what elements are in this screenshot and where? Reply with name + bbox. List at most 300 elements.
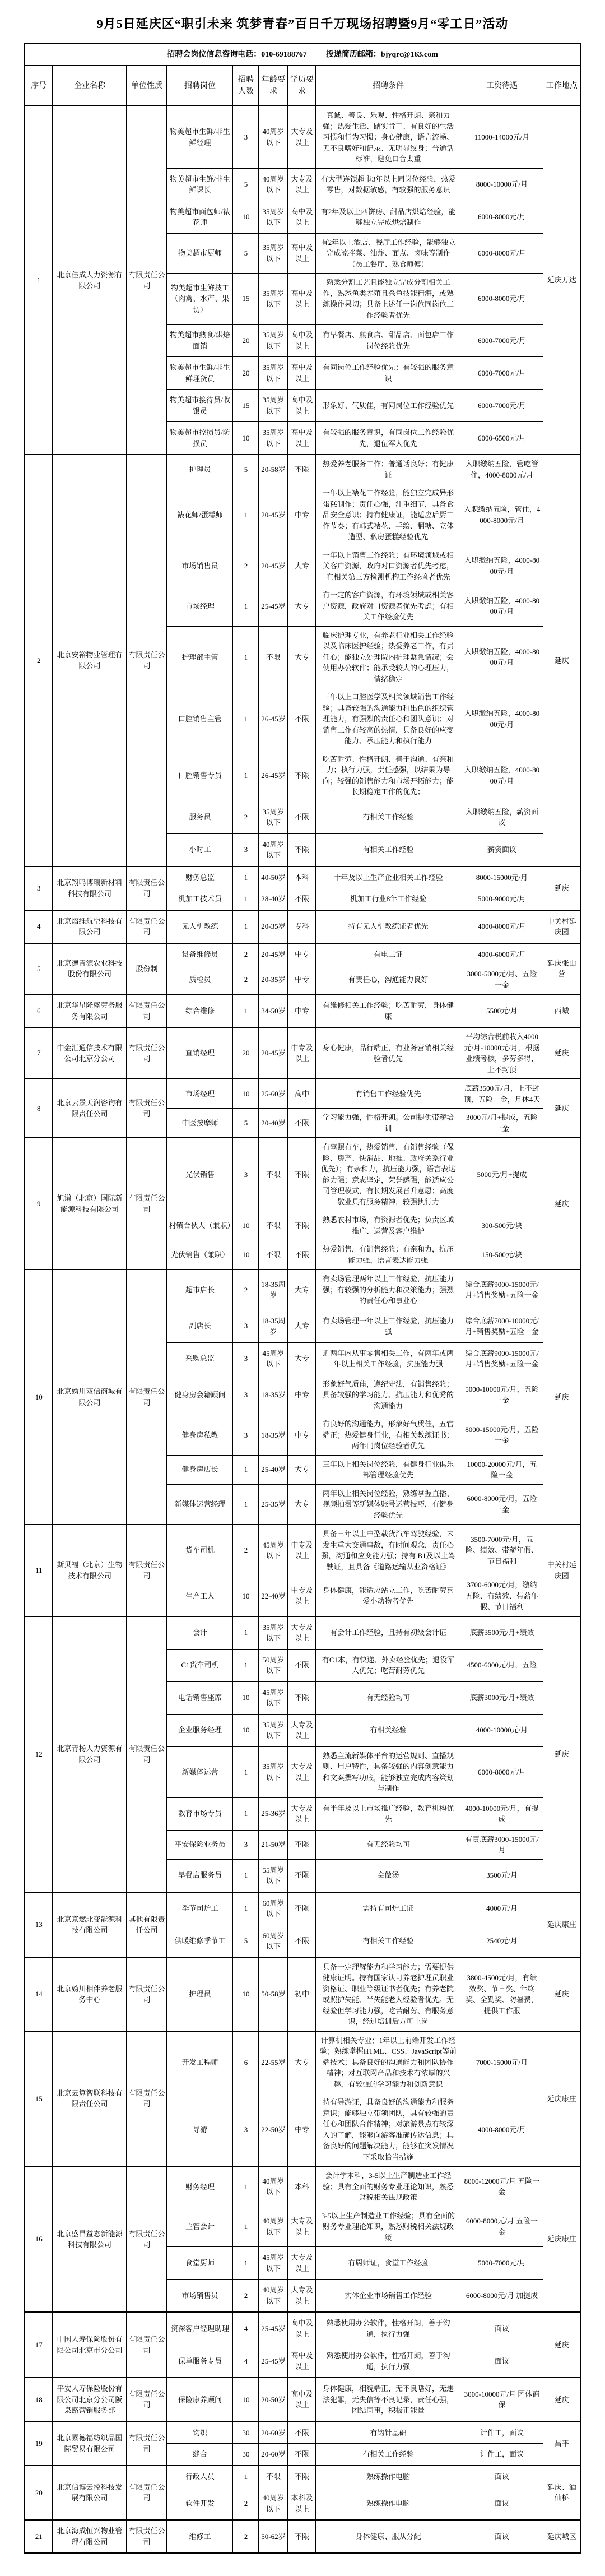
cell-education-requirement: 高中 <box>288 1079 316 1109</box>
cell-headcount: 2 <box>233 1525 259 1576</box>
cell-headcount: 1 <box>233 1484 259 1525</box>
cell-position-title: 市场销售员 <box>167 2280 233 2313</box>
cell-education-requirement: 大专 <box>288 2031 316 2093</box>
cell-company-name: 北京佳成人力资源有限公司 <box>53 106 127 455</box>
cell-company-type: 有限责任公司 <box>127 2466 167 2521</box>
table-row <box>25 1079 580 1109</box>
cell-salary: 6000-8000元/月，五险一金 <box>460 1484 543 1525</box>
cell-education-requirement: 不限 <box>288 2466 316 2487</box>
cell-age-requirement: 25-60岁 <box>259 1079 288 1109</box>
cell-education-requirement: 不限 <box>288 1240 316 1270</box>
cell-requirements: 三年以上相关岗位经验，有健身行业俱乐部管理经验优先 <box>316 1455 460 1484</box>
cell-headcount: 1 <box>233 1616 259 1650</box>
cell-headcount: 1 <box>233 484 259 546</box>
cell-education-requirement: 中专 <box>288 2093 316 2167</box>
cell-requirements: 有2年以上酒店、餐厅工作经验，能够独立完成凉拌菜、油炸、面点、卤味等制作（员工餐厅、熟食师傅） <box>316 233 460 274</box>
cell-education-requirement: 高中及以上 <box>288 201 316 233</box>
cell-age-requirement: 不限 <box>259 2466 288 2487</box>
cell-headcount: 20 <box>233 325 259 357</box>
cell-salary: 入职缴纳五险，4000-8000元/月 <box>460 626 543 688</box>
cell-requirements: 有同岗位工作经验优先；有较强的服务意识 <box>316 357 460 390</box>
cell-position-title: 健身房店长 <box>167 1455 233 1484</box>
cell-education-requirement: 不限 <box>288 1138 316 1211</box>
cell-position-title: 物美超市熟食/烘焙面销 <box>167 325 233 357</box>
cell-age-requirement: 26-45岁 <box>259 688 288 750</box>
cell-salary: 底薪3500元/月+绩效 <box>460 1616 543 1650</box>
cell-company-index: 11 <box>25 1525 53 1616</box>
cell-headcount: 2 <box>233 943 259 965</box>
cell-salary: 10000-20000元/月，五险一金 <box>460 1455 543 1484</box>
cell-education-requirement: 本科 <box>288 2166 316 2207</box>
cell-education-requirement: 大专 <box>288 1484 316 1525</box>
cell-headcount: 1 <box>233 867 259 888</box>
cell-headcount: 1 <box>233 2466 259 2487</box>
cell-education-requirement: 大专 <box>288 586 316 627</box>
cell-headcount: 1 <box>233 586 259 627</box>
cell-headcount: 2 <box>233 801 259 833</box>
cell-education-requirement: 本科 <box>288 867 316 888</box>
cell-salary: 150-500元/块 <box>460 1240 543 1270</box>
cell-requirements: 真诚、善良、乐观、性格开朗、亲和力强；热爱生活、踏实肯干、有良好的生活习惯和行为习惯；身心健康，语言流畅、无不良嗜好和记录、无明显纹身；普通话标准，避免口音太重 <box>316 106 460 168</box>
cell-company-index: 21 <box>25 2520 53 2553</box>
cell-location: 延庆万达 <box>543 106 580 455</box>
cell-education-requirement: 大专及以上 <box>288 2207 316 2247</box>
cell-company-index: 20 <box>25 2466 53 2521</box>
cell-company-name: 北京盛昌益态新能源科技有限公司 <box>53 2166 127 2312</box>
cell-company-type: 有限责任公司 <box>127 994 167 1027</box>
cell-salary: 6000-7000元/月 <box>460 325 543 357</box>
cell-requirements: 熟悉使用办公软件，性格开朗，善于沟通，执行力强 <box>316 2345 460 2378</box>
cell-position-title: 市场销售员 <box>167 546 233 586</box>
cell-company-type: 有限责任公司 <box>127 1027 167 1079</box>
cell-position-title: 健身房会籍顾问 <box>167 1375 233 1415</box>
cell-salary: 有责底薪3000-15000元/月 <box>460 1830 543 1859</box>
table-header-row <box>25 66 580 106</box>
cell-requirements: 有早餐店、熟食店、甜品店、面包店工作岗位经验优先 <box>316 325 460 357</box>
cell-company-type: 有限责任公司 <box>127 910 167 943</box>
cell-education-requirement: 不限 <box>288 750 316 801</box>
cell-headcount: 4 <box>233 2312 259 2345</box>
cell-position-title: 直销经理 <box>167 1027 233 1079</box>
cell-company-index: 19 <box>25 2422 53 2466</box>
cell-age-requirement: 35周岁以下 <box>259 233 288 274</box>
cell-age-requirement: 20-58岁 <box>259 455 288 484</box>
cell-salary: 入职缴纳五险，4000-8000元/月 <box>460 750 543 801</box>
cell-education-requirement: 高中及以上 <box>288 422 316 455</box>
cell-requirements: 有大型连锁超市3年以上同岗位经验，热爱零售，对数据敏感，有较强的服务意识 <box>316 168 460 201</box>
cell-salary: 4000-8000元/月 <box>460 2093 543 2167</box>
cell-position-title: 光伏销售 <box>167 1138 233 1211</box>
cell-salary: 6000-8000元/月 <box>460 274 543 325</box>
cell-company-name: 北京安裕物业管理有限公司 <box>53 455 127 867</box>
cell-company-name: 北京翔鸣博瑞新材料科技有限公司 <box>53 867 127 910</box>
table-row <box>25 1958 580 2031</box>
cell-salary: 6000-7000元/月 <box>460 390 543 422</box>
cell-salary: 3700-6000元/月，缴纳五险、有绩效、带薪年假、节日福利 <box>460 1576 543 1616</box>
cell-education-requirement: 中专及以上 <box>288 1576 316 1616</box>
contact-info-cell <box>25 44 580 66</box>
cell-requirements: 有卖场管理一年以上工作经验，抗压能力强 <box>316 1310 460 1342</box>
cell-company-index: 9 <box>25 1138 53 1270</box>
cell-company-type: 有限责任公司 <box>127 2031 167 2167</box>
cell-headcount: 1 <box>233 750 259 801</box>
cell-position-title: 口腔销售专员 <box>167 750 233 801</box>
cell-age-requirement: 45周岁以下 <box>259 2247 288 2280</box>
cell-requirements: 机加工行业8年工作经验 <box>316 888 460 910</box>
cell-headcount: 5 <box>233 168 259 201</box>
cell-headcount: 10 <box>233 422 259 455</box>
cell-requirements: 有相关经验 <box>316 1714 460 1746</box>
cell-company-index: 8 <box>25 1079 53 1138</box>
cell-location: 延庆城区 <box>543 2520 580 2553</box>
cell-position-title: 口腔销售主管 <box>167 688 233 750</box>
cell-headcount: 5 <box>233 1109 259 1138</box>
cell-company-type: 有限责任公司 <box>127 1616 167 1892</box>
cell-company-type: 股份制 <box>127 943 167 995</box>
cell-position-title: 裱花师/蛋糕师 <box>167 484 233 546</box>
cell-age-requirement: 40周岁以下 <box>259 833 288 867</box>
cell-location: 延庆 <box>543 1616 580 1892</box>
cell-education-requirement: 大专 <box>288 1310 316 1342</box>
cell-age-requirement: 不限 <box>259 1211 288 1240</box>
cell-headcount: 10 <box>233 1211 259 1240</box>
cell-headcount: 10 <box>233 1958 259 2031</box>
cell-age-requirement: 25-45岁 <box>259 586 288 627</box>
cell-age-requirement: 20-40岁 <box>259 1109 288 1138</box>
cell-salary: 4500-6000元/月，五险 <box>460 1649 543 1681</box>
cell-education-requirement: 高中及以上 <box>288 233 316 274</box>
cell-education-requirement: 不限 <box>288 801 316 833</box>
cell-position-title: 光伏销售（兼职） <box>167 1240 233 1270</box>
cell-age-requirement: 20-45岁 <box>259 1027 288 1079</box>
cell-salary: 入职缴纳五险，4000-8000元/月 <box>460 546 543 586</box>
cell-company-type: 有限责任公司 <box>127 867 167 910</box>
column-header: 企业名称 <box>53 66 127 106</box>
cell-education-requirement: 不限 <box>288 455 316 484</box>
cell-headcount: 1 <box>233 2207 259 2247</box>
cell-education-requirement: 高中及以上 <box>288 390 316 422</box>
table-row <box>25 910 580 943</box>
cell-education-requirement: 大专及以上 <box>288 1746 316 1797</box>
cell-requirements: 有卖场管理两年以上工作经验，抗压能力强；有较强的分析能力和决策能力；强烈的责任心和事业心 <box>316 1270 460 1310</box>
cell-position-title: 超市店长 <box>167 1270 233 1310</box>
cell-position-title: 市场经理 <box>167 1079 233 1109</box>
cell-education-requirement: 初中 <box>288 1958 316 2031</box>
cell-headcount: 10 <box>233 1714 259 1746</box>
cell-age-requirement: 20-35岁 <box>259 965 288 995</box>
cell-requirements: 有相关工作经验 <box>316 833 460 867</box>
table-row <box>25 2378 580 2422</box>
cell-age-requirement: 45周岁以下 <box>259 1342 288 1375</box>
cell-headcount: 2 <box>233 1270 259 1310</box>
cell-company-type: 有限责任公司 <box>127 2166 167 2312</box>
cell-location: 延庆康庄 <box>543 2166 580 2312</box>
cell-salary: 3000元/月+提成，五险一金 <box>460 1109 543 1138</box>
cell-company-type: 有限责任公司 <box>127 2378 167 2422</box>
cell-salary: 7000-15000元/月 <box>460 2031 543 2093</box>
cell-requirements: 十年及以上生产企业相关工作经验 <box>316 867 460 888</box>
cell-company-name: 北京海成恒兴物业管理有限公司 <box>53 2520 127 2553</box>
cell-age-requirement: 35周岁以下 <box>259 1746 288 1797</box>
cell-requirements: 有较强的服务意识，有同岗位工作经验优先，退伍军人优先 <box>316 422 460 455</box>
cell-company-index: 7 <box>25 1027 53 1079</box>
column-header: 工资待遇 <box>460 66 543 106</box>
table-row <box>25 867 580 888</box>
cell-age-requirement: 22-40岁 <box>259 1576 288 1616</box>
cell-requirements: 有责任心，沟通能力良好 <box>316 965 460 995</box>
cell-age-requirement: 50-58岁 <box>259 1958 288 2031</box>
cell-age-requirement: 22-55岁 <box>259 2031 288 2093</box>
cell-company-name: 旭谱（北京）国际新能源科技有限公司 <box>53 1138 127 1270</box>
cell-age-requirement: 55周岁以下 <box>259 1859 288 1892</box>
cell-company-type: 有限责任公司 <box>127 1079 167 1138</box>
cell-headcount: 3 <box>233 106 259 168</box>
cell-headcount: 3 <box>233 2093 259 2167</box>
cell-headcount: 1 <box>233 910 259 943</box>
cell-requirements: 有维修相关工作经验；吃苦耐劳，身体健康 <box>316 994 460 1027</box>
cell-headcount: 10 <box>233 1576 259 1616</box>
cell-age-requirement: 18-35周岁 <box>259 1270 288 1310</box>
cell-education-requirement: 中专 <box>288 1415 316 1456</box>
cell-headcount: 1 <box>233 1892 259 1925</box>
cell-requirements: 近两年内从事零售相关工作，有两年或两年以上相关工作经验，抗压能力强 <box>316 1342 460 1375</box>
cell-salary: 5500元/月 <box>460 994 543 1027</box>
cell-company-name: 北京青杨人力资源有限公司 <box>53 1616 127 1892</box>
cell-headcount: 2 <box>233 2487 259 2521</box>
cell-company-type: 有限责任公司 <box>127 2422 167 2466</box>
cell-headcount: 1 <box>233 688 259 750</box>
cell-location: 西城 <box>543 994 580 1027</box>
cell-salary: 300-500元/块 <box>460 1211 543 1240</box>
cell-position-title: 中医按摩师 <box>167 1109 233 1138</box>
cell-position-title: 季节司炉工 <box>167 1892 233 1925</box>
cell-position-title: 物美超市生鲜/非生鲜课长 <box>167 168 233 201</box>
cell-age-requirement: 20-60岁 <box>259 2444 288 2466</box>
cell-age-requirement: 45周岁以下 <box>259 1525 288 1576</box>
cell-education-requirement: 不限 <box>288 1681 316 1714</box>
cell-education-requirement: 高中及以上 <box>288 325 316 357</box>
cell-age-requirement: 不限 <box>259 1240 288 1270</box>
cell-salary: 面议 <box>460 2520 543 2553</box>
cell-requirements: 需持有司炉工证 <box>316 1892 460 1925</box>
table-row <box>25 1027 580 1079</box>
table-row <box>25 1138 580 1211</box>
cell-education-requirement: 大专及以上 <box>288 168 316 201</box>
cell-education-requirement: 不限 <box>288 888 316 910</box>
cell-age-requirement: 25-36岁 <box>259 1797 288 1830</box>
cell-position-title: 平安保险业务员 <box>167 1830 233 1859</box>
cell-education-requirement: 高中及以上 <box>288 357 316 390</box>
cell-headcount: 10 <box>233 1079 259 1109</box>
cell-requirements: 有相关工作经验 <box>316 1925 460 1958</box>
cell-location: 昌平 <box>543 2422 580 2466</box>
cell-education-requirement: 大专及以上 <box>288 2247 316 2280</box>
cell-requirements: 有厨师证，食堂工作经验 <box>316 2247 460 2280</box>
cell-company-index: 17 <box>25 2312 53 2378</box>
cell-age-requirement: 40周岁以下 <box>259 2280 288 2313</box>
cell-age-requirement: 35周岁以下 <box>259 422 288 455</box>
cell-position-title: 无人机教练 <box>167 910 233 943</box>
cell-company-index: 15 <box>25 2031 53 2167</box>
table-row <box>25 2422 580 2444</box>
column-header: 年龄要求 <box>259 66 288 106</box>
cell-company-type: 其他有限责任公司 <box>127 1892 167 1958</box>
cell-position-title: 行政人员 <box>167 2466 233 2487</box>
cell-position-title: 村镇合伙人（兼职） <box>167 1211 233 1240</box>
cell-location: 延庆张山营 <box>543 943 580 995</box>
cell-age-requirement: 20-50岁 <box>259 2378 288 2422</box>
cell-age-requirement: 35周岁以下 <box>259 274 288 325</box>
cell-headcount: 1 <box>233 1746 259 1797</box>
cell-headcount: 15 <box>233 390 259 422</box>
cell-location: 延庆 <box>543 2312 580 2378</box>
cell-age-requirement: 60周岁以下 <box>259 1925 288 1958</box>
cell-requirements: 身体健康，相貌端正，无不良嗜好，无违法犯罪，无失信等不良记录，责任心强，团结同事，积极正能量 <box>316 2378 460 2422</box>
cell-education-requirement: 中专及以上 <box>288 1525 316 1576</box>
cell-company-type: 有限责任公司 <box>127 1270 167 1525</box>
cell-requirements: 有相关工作经验 <box>316 2444 460 2466</box>
cell-requirements: 身体健康，能适应站立工作，吃苦耐劳喜爱小动物者优先 <box>316 1576 460 1616</box>
cell-education-requirement: 不限 <box>288 1649 316 1681</box>
cell-requirements: 有2年及以上西饼房、甜品店烘焙经验，能够独立完成烘焙制作 <box>316 201 460 233</box>
table-row <box>25 2031 580 2093</box>
cell-headcount: 3 <box>233 1830 259 1859</box>
cell-age-requirement: 35周岁以下 <box>259 1714 288 1746</box>
cell-headcount: 30 <box>233 2444 259 2466</box>
cell-requirements: 熟练操作电脑 <box>316 2487 460 2521</box>
cell-headcount: 10 <box>233 1240 259 1270</box>
cell-salary: 平均综合税前收入4000元/月-10000元/月，根据业绩考核，多劳多得，上不封顶 <box>460 1027 543 1079</box>
cell-headcount: 1 <box>233 994 259 1027</box>
cell-requirements: 持有无人机教练证者优先 <box>316 910 460 943</box>
cell-company-type: 有限责任公司 <box>127 1138 167 1270</box>
cell-company-name: 北京德青源农业科技股份有限公司 <box>53 943 127 995</box>
cell-education-requirement: 大专及以上 <box>288 2280 316 2313</box>
cell-requirements: 有销售工作经验优先 <box>316 1079 460 1109</box>
cell-headcount: 1 <box>233 2166 259 2207</box>
cell-position-title: 护理员 <box>167 1958 233 2031</box>
cell-position-title: 设备维修员 <box>167 943 233 965</box>
column-header: 序号 <box>25 66 53 106</box>
cell-location: 延庆康庄 <box>543 1892 580 1958</box>
column-header: 单位性质 <box>127 66 167 106</box>
cell-company-name: 中金汇通信技术有限公司北京分公司 <box>53 1027 127 1079</box>
cell-location: 延庆 <box>543 1270 580 1525</box>
cell-salary: 5000-7000元/月 <box>460 2247 543 2280</box>
cell-requirements: 有会计工作经验，且持有初级会计证 <box>316 1616 460 1650</box>
cell-salary: 4000-10000元/月 <box>460 1714 543 1746</box>
cell-age-requirement: 35周岁以下 <box>259 1616 288 1650</box>
cell-salary: 5000-9000元/月 <box>460 888 543 910</box>
cell-age-requirement: 35周岁以下 <box>259 801 288 833</box>
table-row <box>25 106 580 168</box>
cell-position-title: 新媒体运营 <box>167 1746 233 1797</box>
cell-position-title: 质检员 <box>167 965 233 995</box>
cell-location: 延庆 <box>543 867 580 910</box>
cell-requirements: 具备一定理解能力和学习能力；需要提供健康证明。持有国家认可养老护理员职业资格证、职业等级证书者优先；有养老院或照护失能、半失能老人经验者优先。无经验但学习能力强，吃苦耐劳、有服务意识，经过培训后方可上岗 <box>316 1958 460 2031</box>
cell-headcount: 15 <box>233 274 259 325</box>
cell-salary: 6000-8000元/月 <box>460 201 543 233</box>
cell-headcount: 2 <box>233 2520 259 2553</box>
table-row <box>25 455 580 484</box>
cell-requirements: 有良好的沟通能力，形象好气质佳，五官端正；热爱健身行业，有相关教练证书；两年同岗位经验者优先 <box>316 1415 460 1456</box>
cell-requirements: 一年以上销售工作经验；有环境领域或相关客户资源，政府对口资源者优先考虑，在相关第三方检测机构工作经验者优先 <box>316 546 460 586</box>
cell-company-index: 16 <box>25 2166 53 2312</box>
cell-requirements: 吃苦耐劳、性格开朗、善于沟通、有亲和力；执行力强，责任感强，以结果为导向；较强的销售能力和市场开拓能力；能长期稳定工作的优先； <box>316 750 460 801</box>
cell-company-type: 有限责任公司 <box>127 455 167 867</box>
cell-headcount: 1 <box>233 1859 259 1892</box>
cell-position-title: 物美超市生鲜/非生鲜理货员 <box>167 357 233 390</box>
cell-salary: 入职缴纳五险，管住，4000-8000元/月 <box>460 484 543 546</box>
cell-salary: 8000-15000元/月，五险一金 <box>460 1415 543 1456</box>
cell-company-index: 10 <box>25 1270 53 1525</box>
cell-position-title: 生产工人 <box>167 1576 233 1616</box>
cell-salary: 计件工，面议 <box>460 2444 543 2466</box>
cell-education-requirement: 不限 <box>288 688 316 750</box>
cell-age-requirement: 20-45岁 <box>259 943 288 965</box>
cell-position-title: 保险康养顾问 <box>167 2378 233 2422</box>
cell-age-requirement: 25-40岁 <box>259 1455 288 1484</box>
cell-location: 延庆 <box>543 455 580 867</box>
cell-location: 中关村延庆园 <box>543 1525 580 1616</box>
cell-education-requirement: 高中及以上 <box>288 274 316 325</box>
cell-position-title: 新媒体运营经理 <box>167 1484 233 1525</box>
cell-age-requirement: 不限 <box>259 626 288 688</box>
cell-education-requirement: 中专 <box>288 965 316 995</box>
cell-requirements: 持有导游证，具备良好的沟通能力和服务意识；能够独立带领团队，具有较强的责任心和团队合作精神；对旅游景点有较深入的了解，能够向游客准确传达信息；具备良好的问题解决能力，能够在突发情况下采取恰当措施 <box>316 2093 460 2167</box>
cell-requirements: 身心健康，品行端正，有业务营销相关经验者优先 <box>316 1027 460 1079</box>
cell-requirements: 有钩针基础 <box>316 2422 460 2444</box>
cell-position-title: 小时工 <box>167 833 233 867</box>
cell-location: 延庆 <box>543 1138 580 1270</box>
cell-education-requirement: 不限 <box>288 833 316 867</box>
cell-education-requirement: 大专 <box>288 626 316 688</box>
cell-salary: 2540元/月 <box>460 1925 543 1958</box>
cell-company-name: 北京熠维航空科技有限公司 <box>53 910 127 943</box>
cell-salary: 3500元/月 <box>460 1859 543 1892</box>
cell-salary: 底薪3000元/月+绩效 <box>460 1681 543 1714</box>
cell-salary: 4000元/月 <box>460 1892 543 1925</box>
cell-requirements: 具备三年以上中型载货汽车驾驶经验，未发生重大交通事故，有时间观念，责任心强，沟通和应变能力强；持有 B1及以上驾驶证，且具备《道路运输从业资格证》 <box>316 1525 460 1576</box>
cell-salary: 3000-5000元/月、五险一金 <box>460 965 543 995</box>
cell-position-title: 软件开发 <box>167 2487 233 2521</box>
cell-company-index: 13 <box>25 1892 53 1958</box>
cell-requirements: 有C1本，有快递、外卖经验优先；退役军人优先；吃苦耐劳优先 <box>316 1649 460 1681</box>
table-row <box>25 2466 580 2487</box>
table-row <box>25 1270 580 1310</box>
cell-requirements: 熟悉分割工艺且能独立完成分割相关工作，熟悉鱼类养殖且杀鱼技能精湛，或熟练操作果切；具备上述任一岗位同岗位工作经验者优先 <box>316 274 460 325</box>
cell-salary: 11000-14000元/月 <box>460 106 543 168</box>
cell-headcount: 5 <box>233 1925 259 1958</box>
cell-company-name: 平安人寿保险股份有限公司北京分公司阪泉路营销服务部 <box>53 2378 127 2422</box>
cell-salary: 3500-7000元/月，五险、绩效、带薪年假、节日福利 <box>460 1525 543 1576</box>
cell-salary: 6000-8000元/月 加提成 <box>460 2280 543 2313</box>
cell-position-title: 食堂厨师 <box>167 2247 233 2280</box>
cell-headcount: 3 <box>233 1310 259 1342</box>
column-header: 招聘岗位 <box>167 66 233 106</box>
cell-company-name: 北京累德福纺织品国际贸易有限公司 <box>53 2422 127 2466</box>
cell-salary: 3800-4500元/月，有绩效奖、节日奖、年终奖、全勤奖、防暑费，提供工作服 <box>460 1958 543 2031</box>
cell-age-requirement: 40周岁以下 <box>259 2487 288 2521</box>
table-row <box>25 943 580 965</box>
cell-location: 延庆康庄 <box>543 2031 580 2167</box>
cell-company-name: 北京云算智联科技有限责任公司 <box>53 2031 127 2167</box>
cell-position-title: 副店长 <box>167 1310 233 1342</box>
cell-company-index: 6 <box>25 994 53 1027</box>
cell-requirements: 学习能力强，性格开朗。公司提供带薪培训 <box>316 1109 460 1138</box>
page-title: 9月5日延庆区“职引未来 筑梦青春”百日千万现场招聘暨9月“零工日”活动 <box>96 17 509 31</box>
cell-age-requirement: 40-50岁 <box>259 867 288 888</box>
